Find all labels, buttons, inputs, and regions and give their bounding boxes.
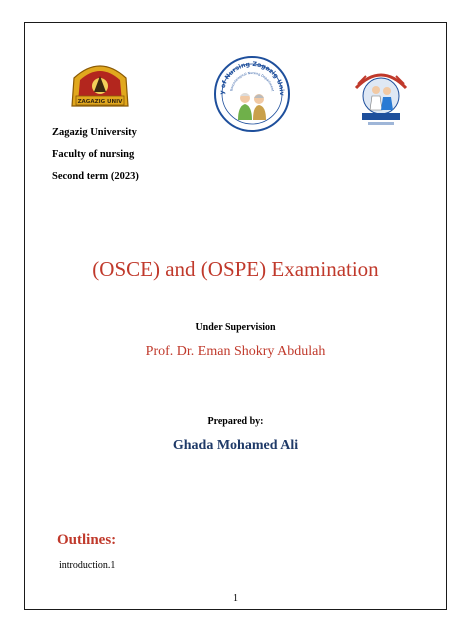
document-title: (OSCE) and (OSPE) Examination [92,257,379,281]
nursing-faculty-seal [212,54,292,134]
prepared-by-label: Prepared by: [207,416,264,427]
crest-text: ZAGAZIG UNIV [77,99,123,105]
supervision-label: Under Supervision [195,322,276,333]
university-name: Zagazig University [52,127,137,138]
author-name: Ghada Mohamed Ali [172,438,299,453]
outline-item: introduction.1 [59,560,116,571]
university-logo [64,56,136,112]
supervisor-name: Prof. Dr. Eman Shokry Abdulah [145,344,326,359]
page-number: 1 [233,593,238,604]
seal-inner-text: Gerontological Nursing Department [229,70,275,92]
seal-ring-text: y of Nursing Zagazig Univ [218,60,286,96]
outlines-heading: Outlines: [57,532,117,548]
term-label: Second term (2023) [52,171,139,182]
faculty-name: Faculty of nursing [52,149,135,160]
department-logo [350,58,412,130]
